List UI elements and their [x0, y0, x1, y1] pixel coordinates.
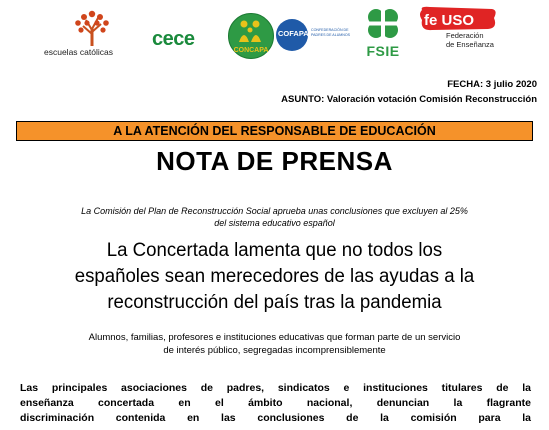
fsie-text: FSIE: [366, 43, 400, 59]
cofapa-logo: [276, 19, 358, 51]
body-line1: Las principales asociaciones de padres, sindicatos e instituciones titulares de la: [20, 382, 531, 394]
italic-subtitle: [14, 205, 535, 229]
headline-line3: reconstrucción del país tras la pandemia: [107, 292, 442, 313]
uso-federacion-line2: de Enseñanza: [446, 39, 494, 49]
uso-badge-icon: [418, 6, 498, 32]
subheadline-line2: de interés público, segregadas incomprensiblemente: [163, 345, 386, 356]
logo-bar: [0, 0, 549, 66]
family-figures-icon: [236, 18, 264, 44]
concapa-logo: [228, 13, 274, 59]
escuelas-catolicas-text: escuelas católicas: [44, 47, 113, 57]
uso-federacion-line1: Federación: [446, 31, 484, 40]
escuelas-catolicas-logo: [44, 10, 149, 58]
subheadline: [14, 331, 535, 357]
uso-badge-text: fe USO: [424, 12, 475, 29]
body-paragraph: [20, 381, 531, 426]
attention-banner: A LA ATENCIÓN DEL RESPONSABLE DE EDUCACIÓN: [16, 121, 533, 141]
body-line3: discriminación contenida en las conclusiones de la comisión para la: [20, 412, 531, 424]
italic-subtitle-line2: del sistema educativo español: [214, 218, 335, 228]
fecha: FECHA: 3 julio 2020: [447, 79, 537, 90]
tree-icon: [72, 10, 112, 46]
uso-logo: [418, 6, 528, 58]
headline-line2: españoles sean merecedores de las ayudas a la: [74, 266, 475, 287]
clover-icon: [360, 5, 406, 43]
body-line2: enseñanza concertada en el ámbito nacional, denuncian la flagrante: [20, 397, 531, 409]
asunto: ASUNTO: Valoración votación Comisión Reconstrucción: [281, 94, 537, 105]
uso-federacion: [446, 32, 494, 49]
concapa-text: CONCAPA: [233, 47, 269, 54]
subheadline-line1: Alumnos, familias, profesores e instituciones educativas que forman parte de un servicio: [88, 332, 461, 343]
cofapa-text: COFAPA: [278, 29, 309, 38]
italic-subtitle-line1: La Comisión del Plan de Reconstrucción Social aprueba unas conclusiones que excluyen al 25%: [81, 206, 468, 216]
cece-logo: [152, 27, 222, 51]
headline-line1: La Concertada lamenta que no todos los: [106, 240, 443, 261]
fsie-logo: [360, 5, 406, 59]
cofapa-subtitle: CONFEDERACIÓN DE PADRES DE ALUMNOS: [311, 28, 351, 37]
cece-text: cece: [152, 28, 195, 50]
headline: [5, 238, 543, 316]
nota-de-prensa-title: NOTA DE PRENSA: [156, 146, 393, 176]
